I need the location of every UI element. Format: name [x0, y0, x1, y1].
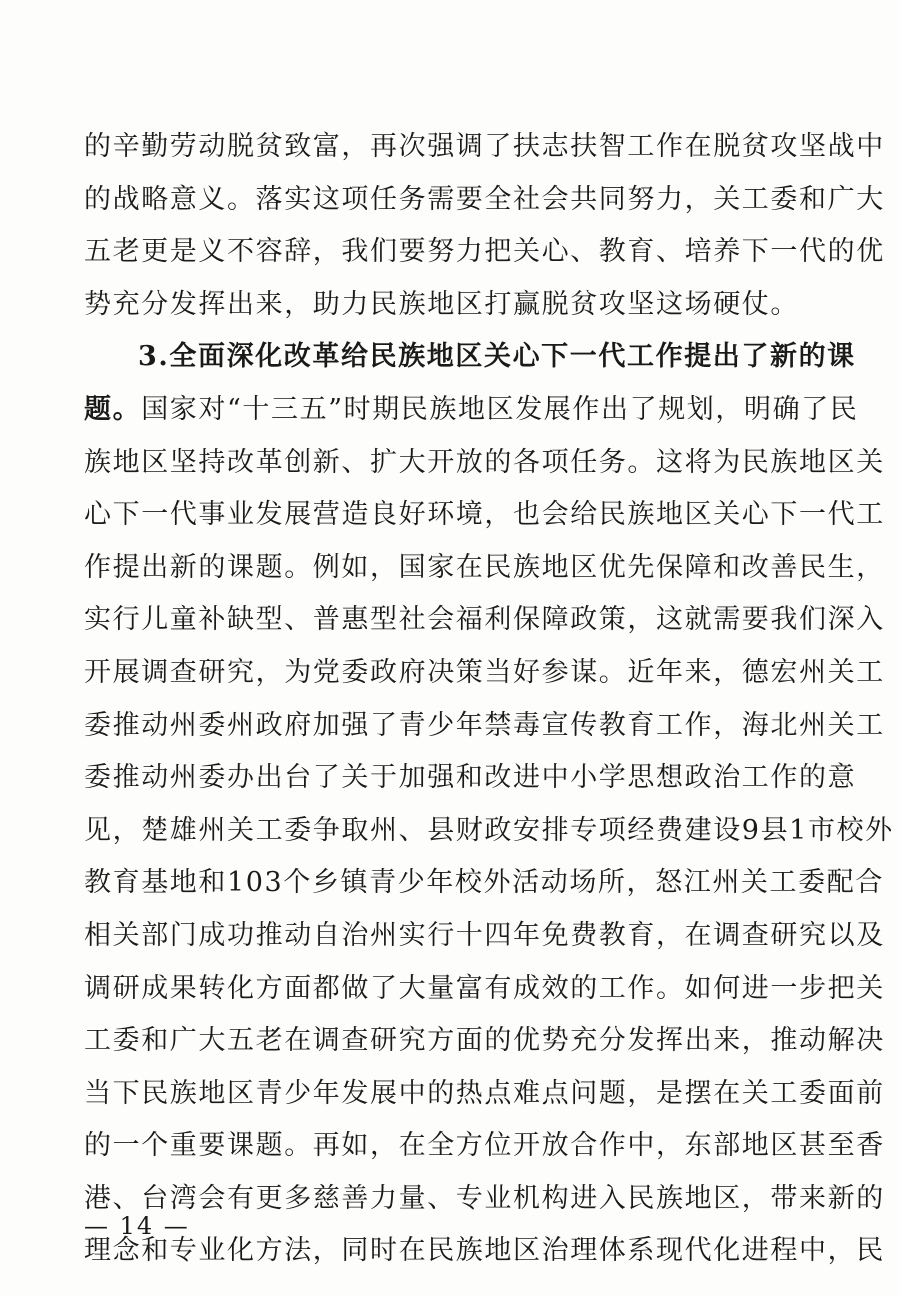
text-line-rest: 国家对“十三五”时期民族地区发展作出了规划，明确了民 — [141, 393, 859, 425]
text-line: 工委和广大五老在调查研究方面的优势充分发挥出来，推动解决 — [84, 1025, 885, 1057]
text-line: 见，楚雄州关工委争取州、县财政安排专项经费建设9县1市校外 — [84, 814, 894, 846]
text-line: 五老更是义不容辞，我们要努力把关心、教育、培养下一代的优 — [84, 236, 885, 268]
text-line: 的辛勤劳动脱贫致富，再次强调了扶志扶智工作在脱贫攻坚战中 — [84, 131, 885, 162]
section-heading: 3.全面深化改革给民族地区关心下一代工作提出了新的课 — [138, 341, 856, 373]
text-line: 教育基地和103个乡镇青少年校外活动场所，怒江州关工委配合 — [84, 867, 884, 899]
text-line: 委推动州委办出台了关于加强和改进中小学思想政治工作的意 — [84, 762, 857, 794]
text-line: 调研成果转化方面都做了大量富有成效的工作。如何进一步把关 — [84, 972, 885, 1004]
text-line: 作提出新的课题。例如，国家在民族地区优先保障和改善民生， — [84, 551, 885, 583]
page-number: — 14 — — [84, 1212, 190, 1240]
text-line: 港、台湾会有更多慈善力量、专业机构进入民族地区，带来新的 — [84, 1182, 885, 1214]
text-line: 的战略意义。落实这项任务需要全社会共同努力，关工委和广大 — [84, 183, 885, 215]
text-line: 实行儿童补缺型、普惠型社会福利保障政策，这就需要我们深入 — [84, 604, 885, 636]
text-line: 心下一代事业发展营造良好环境，也会给民族地区关心下一代工 — [84, 499, 885, 531]
section-heading-continuation: 题。 — [84, 393, 142, 425]
text-line: 委推动州委州政府加强了青少年禁毒宣传教育工作，海北州关工 — [84, 709, 885, 741]
text-line — [84, 384, 859, 437]
text-line: 当下民族地区青少年发展中的热点难点问题，是摆在关工委面前 — [84, 1077, 885, 1109]
text-line: 开展调查研究，为党委政府决策当好参谋。近年来，德宏州关工 — [84, 656, 885, 688]
text-line: 相关部门成功推动自治州实行十四年免费教育，在调查研究以及 — [84, 919, 885, 951]
text-line: 族地区坚持改革创新、扩大开放的各项任务。这将为民族地区关 — [84, 446, 885, 478]
text-line: 势充分发挥出来，助力民族地区打赢脱贫攻坚这场硬仗。 — [84, 288, 799, 320]
text-line: 的一个重要课题。再如，在全方位开放合作中，东部地区甚至香 — [84, 1130, 885, 1162]
text-line: 理念和专业化方法，同时在民族地区治理体系现代化进程中，民 — [84, 1235, 885, 1267]
body-text — [84, 121, 894, 1278]
